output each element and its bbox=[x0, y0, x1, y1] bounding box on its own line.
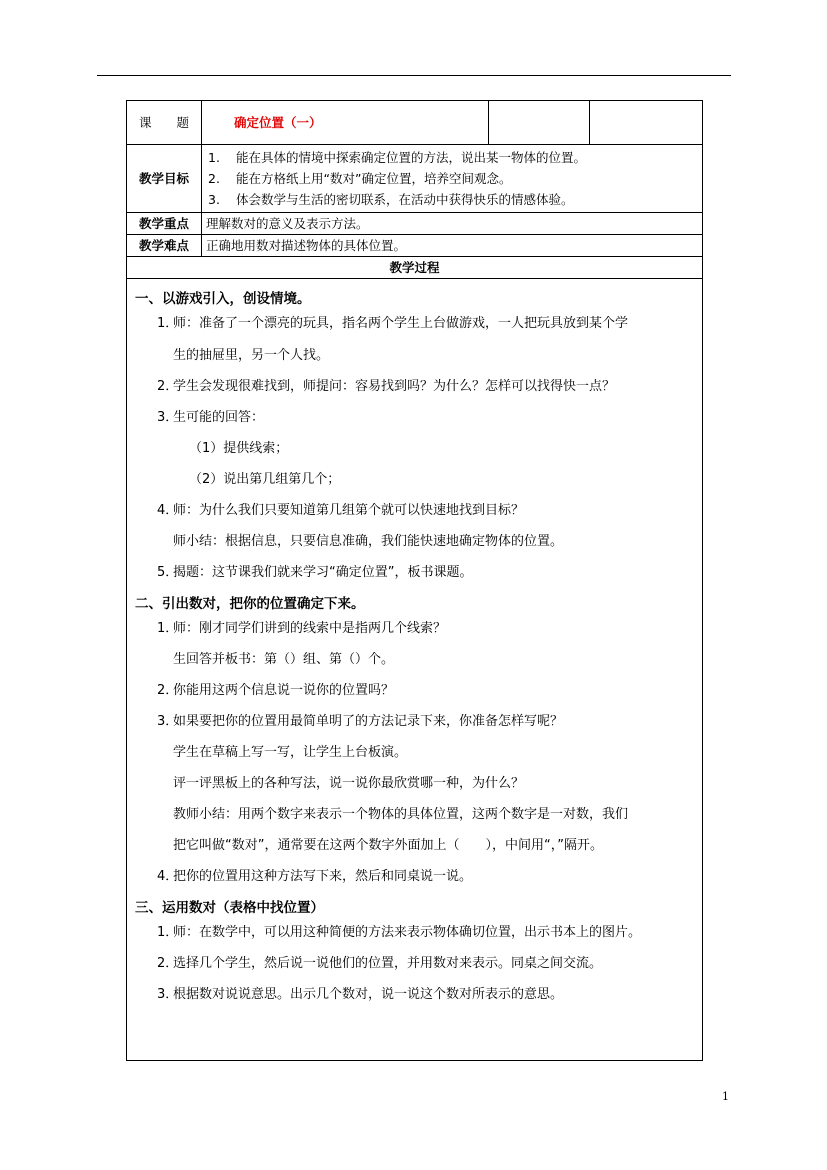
item-num: 2． bbox=[157, 956, 179, 971]
key-label: 教学重点 bbox=[127, 213, 202, 235]
item-text: 师：刚才同学们讲到的线索中是指两几个线索？ bbox=[173, 621, 447, 636]
lesson-title: 确定位置（一） bbox=[202, 101, 489, 145]
header-rule bbox=[97, 75, 731, 76]
item-text: 师：为什么我们只要知道第几组第个就可以快速地找到目标？ bbox=[173, 503, 525, 518]
section-title: 三、运用数对（表格中找位置） bbox=[135, 900, 324, 916]
item-num: 3． bbox=[157, 714, 179, 729]
list-item bbox=[135, 712, 694, 732]
item-text: 你能用这两个信息说一说你的位置吗？ bbox=[173, 683, 395, 698]
process-header-row bbox=[127, 257, 703, 279]
goals-label: 教学目标 bbox=[127, 145, 202, 213]
item-num: 4． bbox=[157, 503, 179, 518]
difficulty-label: 教学难点 bbox=[127, 235, 202, 257]
lesson-plan-table bbox=[126, 100, 703, 1061]
item-text: 生可能的回答： bbox=[173, 410, 265, 425]
page-number: 1 bbox=[722, 1090, 729, 1103]
item-num: 1． bbox=[157, 621, 179, 636]
sub-item: 学生在草稿上写一写，让学生上台板演。 bbox=[173, 745, 408, 760]
sub-item: 把它叫做“数对”，通常要在这两个数字外面加上（ ），中间用“，”隔开。 bbox=[173, 838, 603, 853]
difficulty-row bbox=[127, 235, 703, 257]
list-item bbox=[135, 501, 694, 521]
list-item bbox=[135, 867, 694, 887]
goal-num: 2. bbox=[208, 171, 220, 186]
process-row bbox=[127, 279, 703, 1061]
goal-item bbox=[206, 189, 698, 210]
sub-item: 教师小结：用两个数字来表示一个物体的具体位置，这两个数字是一对数，我们 bbox=[173, 807, 629, 822]
item-num: 1． bbox=[157, 925, 179, 940]
goals-cell bbox=[202, 145, 703, 213]
goal-text: 能在方格纸上用“数对”确定位置，培养空间观念。 bbox=[236, 171, 512, 186]
goals-row bbox=[127, 145, 703, 213]
goal-item bbox=[206, 147, 698, 168]
process-cell bbox=[127, 279, 703, 1061]
goal-text: 能在具体的情境中探索确定位置的方法，说出某一物体的位置。 bbox=[236, 150, 587, 165]
item-num: 3． bbox=[157, 987, 179, 1002]
item-text: 把你的位置用这种方法写下来，然后和同桌说一说。 bbox=[173, 869, 473, 884]
list-item bbox=[135, 954, 694, 974]
list-item bbox=[135, 681, 694, 701]
item-text: 根据数对说说意思。出示几个数对，说一说这个数对所表示的意思。 bbox=[173, 987, 564, 1002]
list-item bbox=[135, 314, 694, 334]
item-text: 师：准备了一个漂亮的玩具，指名两个学生上台做游戏，一人把玩具放到某个学 bbox=[173, 316, 629, 331]
sub-item: （1）提供线索； bbox=[189, 441, 289, 456]
item-num: 2． bbox=[157, 683, 179, 698]
item-text: 师：在数学中，可以用这种简便的方法来表示物体确切位置，出示书本上的图片。 bbox=[173, 925, 642, 940]
goal-num: 3. bbox=[208, 192, 220, 207]
list-item bbox=[135, 563, 694, 583]
item-text: 选择几个学生，然后说一说他们的位置，并用数对来表示。同桌之间交流。 bbox=[173, 956, 603, 971]
item-num: 5． bbox=[157, 565, 179, 580]
list-item bbox=[135, 619, 694, 639]
item-text: 如果要把你的位置用最简单明了的方法记录下来，你准备怎样写呢？ bbox=[173, 714, 564, 729]
section-title: 一、以游戏引入，创设情境。 bbox=[135, 291, 311, 307]
blank-cell-1 bbox=[489, 101, 590, 145]
sub-item: （2）说出第几组第几个； bbox=[189, 472, 341, 487]
item-text: 揭题：这节课我们就来学习“确定位置”，板书课题。 bbox=[173, 565, 473, 580]
key-row bbox=[127, 213, 703, 235]
process-label: 教学过程 bbox=[127, 257, 703, 279]
item-num: 4． bbox=[157, 869, 179, 884]
list-item-cont: 生的抽屉里，另一个人找。 bbox=[173, 348, 330, 363]
goal-text: 体会数学与生活的密切联系，在活动中获得快乐的情感体验。 bbox=[236, 192, 574, 207]
blank-cell-2 bbox=[590, 101, 703, 145]
difficulty-point: 正确地用数对描述物体的具体位置。 bbox=[202, 235, 703, 257]
list-item bbox=[135, 985, 694, 1005]
item-num: 1． bbox=[157, 316, 179, 331]
sub-item: 评一评黑板上的各种写法，说一说你最欣赏哪一种，为什么？ bbox=[173, 776, 525, 791]
sub-item: 师小结：根据信息，只要信息准确，我们能快速地确定物体的位置。 bbox=[173, 534, 564, 549]
topic-row bbox=[127, 101, 703, 145]
section-title: 二、引出数对，把你的位置确定下来。 bbox=[135, 596, 365, 612]
item-num: 3． bbox=[157, 410, 179, 425]
key-point: 理解数对的意义及表示方法。 bbox=[202, 213, 703, 235]
item-text: 学生会发现很难找到，师提问：容易找到吗？为什么？怎样可以找得快一点？ bbox=[173, 379, 616, 394]
sub-item: 生回答并板书：第（）组、第（）个。 bbox=[173, 652, 395, 667]
list-item bbox=[135, 923, 694, 943]
list-item bbox=[135, 377, 694, 397]
topic-label: 课 题 bbox=[127, 101, 202, 145]
list-item bbox=[135, 408, 694, 428]
goal-num: 1. bbox=[208, 150, 220, 165]
item-num: 2． bbox=[157, 379, 179, 394]
goal-item bbox=[206, 168, 698, 189]
